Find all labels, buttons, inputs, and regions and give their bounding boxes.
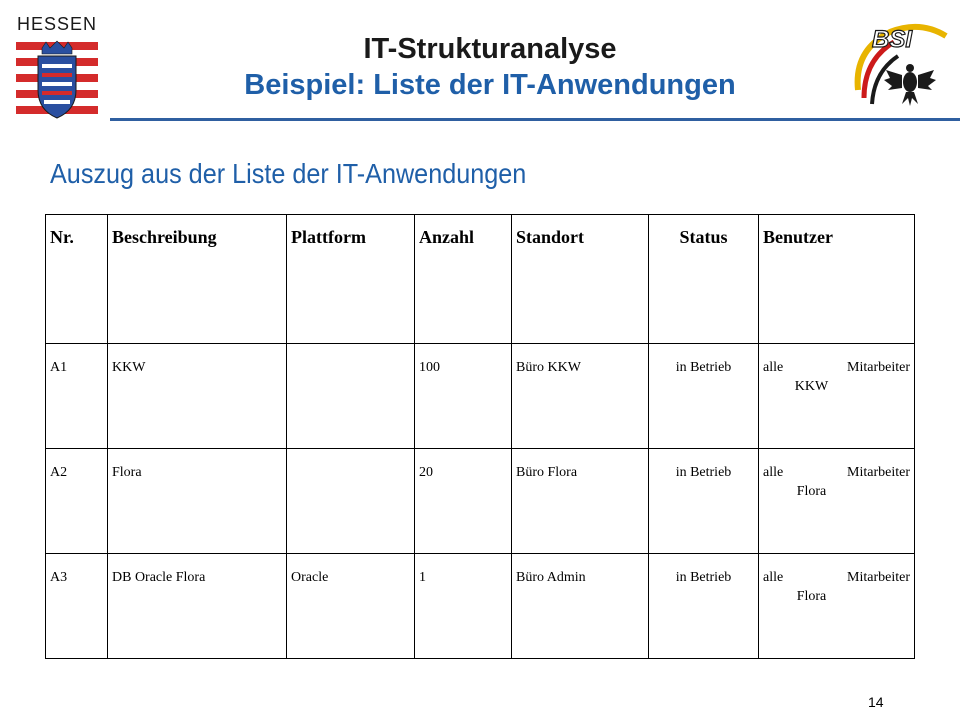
table-header-row	[46, 215, 915, 344]
cell-plattform	[287, 344, 415, 449]
cell-status: in Betrieb	[649, 554, 759, 659]
cell-anzahl: 1	[415, 554, 512, 659]
cell-nr: A2	[46, 449, 108, 554]
cell-nr: A1	[46, 344, 108, 449]
cell-benutzer	[759, 554, 915, 659]
table-row	[46, 344, 915, 449]
column-header-benutzer: Benutzer	[759, 215, 915, 344]
cell-status: in Betrieb	[649, 449, 759, 554]
table-row	[46, 554, 915, 659]
cell-benutzer	[759, 344, 915, 449]
bsi-logo-text: BSI	[872, 26, 913, 53]
it-applications-table	[45, 214, 915, 659]
column-header-anzahl: Anzahl	[415, 215, 512, 344]
bsi-logo	[850, 20, 950, 112]
hessen-coat-of-arms-icon	[16, 40, 98, 122]
benutzer-line-1: alle Mitarbeiter	[763, 465, 910, 480]
column-header-standort: Standort	[512, 215, 649, 344]
benutzer-line-2: Flora	[796, 484, 827, 499]
table-row	[46, 449, 915, 554]
benutzer-line-2: KKW	[794, 379, 829, 394]
cell-status: in Betrieb	[649, 344, 759, 449]
cell-benutzer	[759, 449, 915, 554]
cell-plattform: Oracle	[287, 554, 415, 659]
header-divider	[110, 118, 960, 121]
column-header-nr: Nr.	[46, 215, 108, 344]
page-number: 14	[868, 694, 884, 710]
cell-beschreibung: KKW	[108, 344, 287, 449]
cell-beschreibung: Flora	[108, 449, 287, 554]
section-title: Auszug aus der Liste der IT-Anwendungen	[50, 158, 527, 189]
hessen-logo-text: HESSEN	[16, 14, 98, 34]
benutzer-line-1: alle Mitarbeiter	[763, 360, 910, 375]
cell-plattform	[287, 449, 415, 554]
cell-standort: Büro KKW	[512, 344, 649, 449]
page-subtitle: Beispiel: Liste der IT-Anwendungen	[244, 69, 736, 101]
benutzer-line-1: alle Mitarbeiter	[763, 570, 910, 585]
benutzer-line-2: Flora	[796, 589, 827, 604]
cell-standort: Büro Admin	[512, 554, 649, 659]
cell-beschreibung: DB Oracle Flora	[108, 554, 287, 659]
column-header-plattform: Plattform	[287, 215, 415, 344]
column-header-status: Status	[649, 215, 759, 344]
cell-nr: A3	[46, 554, 108, 659]
cell-anzahl: 20	[415, 449, 512, 554]
title-block	[140, 32, 840, 102]
hessen-logo	[12, 14, 102, 122]
cell-standort: Büro Flora	[512, 449, 649, 554]
page-title: IT-Strukturanalyse	[363, 33, 617, 65]
column-header-beschreibung: Beschreibung	[108, 215, 287, 344]
cell-anzahl: 100	[415, 344, 512, 449]
